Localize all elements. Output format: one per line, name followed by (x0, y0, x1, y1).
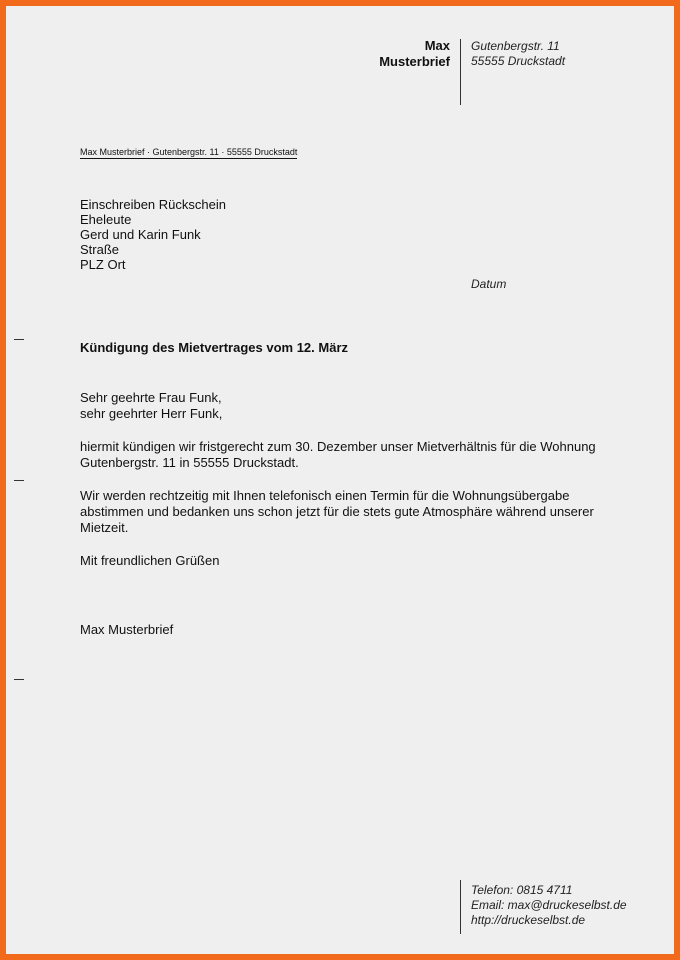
header-divider (460, 39, 461, 105)
letter-page (6, 6, 674, 954)
sender-address (471, 39, 565, 69)
salutation-line: Sehr geehrte Frau Funk, (80, 390, 222, 405)
body-line: Mietzeit. (80, 520, 129, 535)
sender-city: 55555 Druckstadt (471, 54, 566, 68)
return-address-line: Max Musterbrief · Gutenbergstr. 11 · 55555 Druckstadt (80, 147, 298, 157)
recipient-line: Einschreiben Rückschein (80, 197, 226, 212)
salutation-line: sehr geehrter Herr Funk, (80, 406, 223, 421)
closing (80, 553, 620, 569)
body-paragraph (80, 488, 620, 536)
sender-first-name: Max (424, 38, 450, 53)
sender-street: Gutenbergstr. 11 (471, 39, 560, 53)
recipient-line: Gerd und Karin Funk (80, 227, 201, 242)
body-line: abstimmen und bedanken uns schon jetzt für die stets gute Atmosphäre während unserer (80, 504, 594, 519)
footer-contact (471, 883, 627, 928)
date-label: Datum (471, 277, 507, 291)
signature-name: Max Musterbrief (80, 622, 174, 637)
footer-email: Email: max@druckeselbst.de (471, 898, 627, 912)
sender-name (379, 38, 450, 70)
hole-mark (14, 480, 24, 481)
recipient-line: Eheleute (80, 212, 132, 227)
footer-divider (460, 880, 461, 934)
fold-mark-top (14, 339, 24, 340)
recipient-line: Straße (80, 242, 120, 257)
salutation (80, 390, 620, 422)
recipient-line: PLZ Ort (80, 257, 126, 272)
letter-subject: Kündigung des Mietvertrages vom 12. März (80, 340, 349, 355)
body-line: Gutenbergstr. 11 in 55555 Druckstadt. (80, 455, 299, 470)
recipient-block (80, 197, 226, 272)
letter-body (80, 390, 620, 586)
fold-mark-bottom (14, 679, 24, 680)
body-line: hiermit kündigen wir fristgerecht zum 30. Dezember unser Mietverhältnis für die Wohnung (80, 439, 596, 454)
footer-web: http://druckeselbst.de (471, 913, 586, 927)
body-paragraph (80, 439, 620, 471)
sender-last-name: Musterbrief (379, 54, 450, 69)
closing-text: Mit freundlichen Grüßen (80, 553, 220, 568)
footer-phone: Telefon: 0815 4711 (471, 883, 573, 897)
body-line: Wir werden rechtzeitig mit Ihnen telefonisch einen Termin für die Wohnungsübergabe (80, 488, 570, 503)
